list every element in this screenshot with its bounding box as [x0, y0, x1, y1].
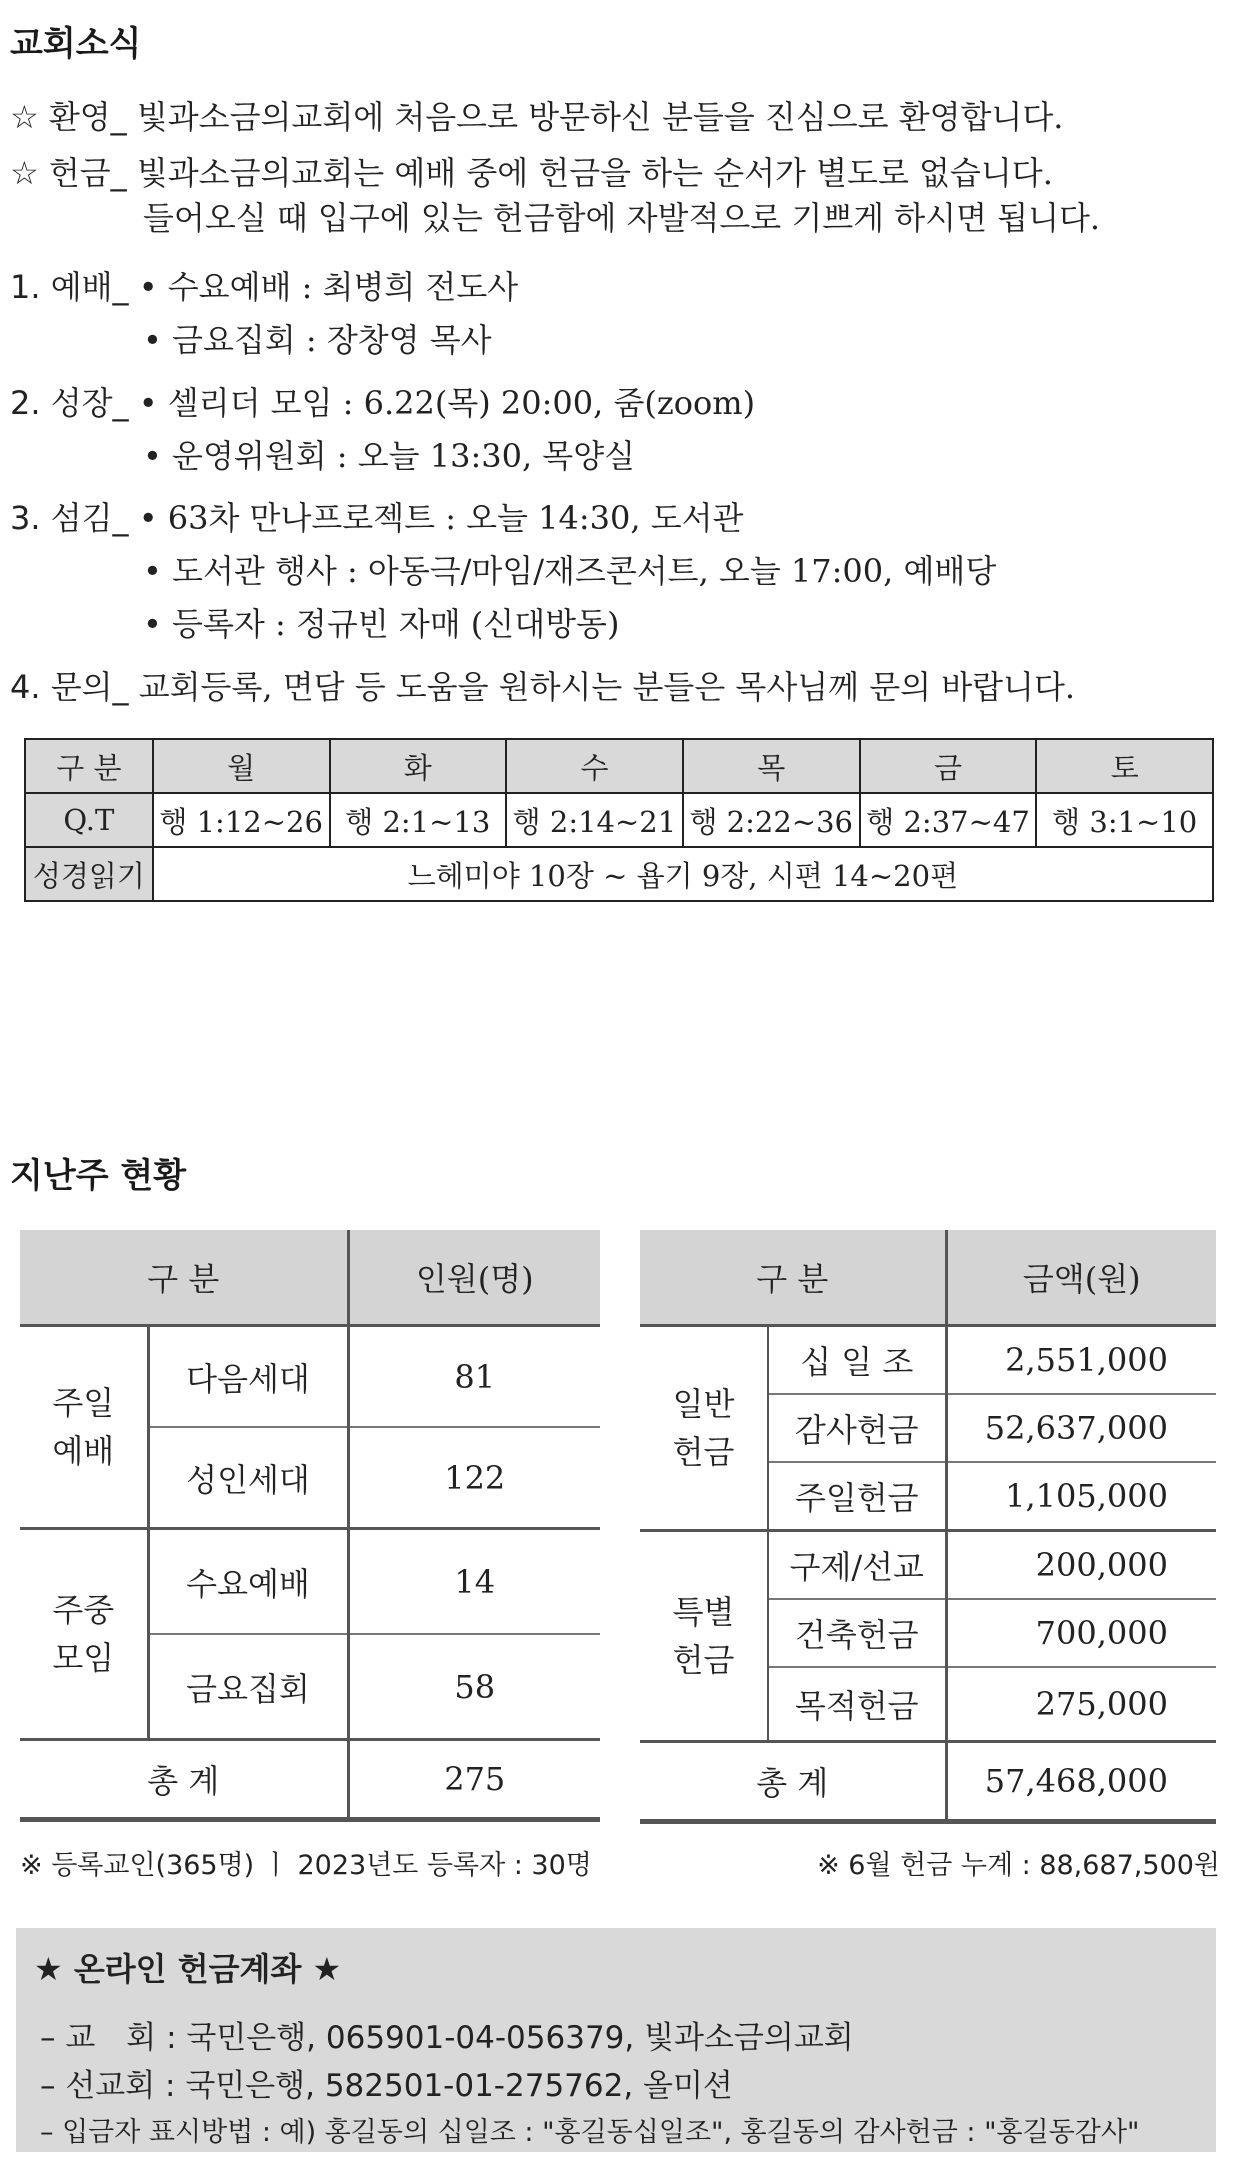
qt-header-cell: 목 [683, 739, 860, 793]
group-cell [640, 1531, 768, 1742]
offering-header-row [640, 1230, 1216, 1326]
welcome-text: 빛과소금의교회에 처음으로 방문하신 분들을 진심으로 환영합니다. [136, 98, 1064, 136]
row-label: 금요집회 [148, 1634, 348, 1740]
row-label: 성인세대 [148, 1427, 348, 1529]
news-item-1 [10, 262, 518, 308]
stats-title: 지난주 현황 [10, 1156, 187, 1196]
table-row [640, 1326, 1216, 1395]
news-item-text: • 셀리더 모임 : 6.22(목) 20:00, 줌(zoom) [138, 384, 756, 422]
news-item-text: • 63차 만나프로젝트 : 오늘 14:30, 도서관 [138, 499, 744, 537]
qt-table [24, 738, 1214, 902]
qt-header-row [25, 739, 1213, 793]
deposit-instruction: – 입금자 표시방법 : 예) 홍길동의 십일조 : "홍길동십일조", 홍길동의 감사헌금 : "홍길동감사" [40, 2117, 1140, 2148]
news-item-label: 2. 성장_ [10, 384, 129, 422]
row-label: 십 일 조 [768, 1326, 946, 1395]
row-value: 122 [348, 1427, 600, 1529]
attendance-note: ※ 등록교인(365명) ㅣ 2023년도 등록자 : 30명 [20, 1850, 592, 1881]
qt-header-cell: 화 [330, 739, 506, 793]
group-name: 예배 [52, 1432, 115, 1470]
qt-header-cell: 구 분 [25, 739, 153, 793]
news-item-1-sub: • 금요집회 : 장창영 목사 [143, 321, 492, 359]
attendance-table [20, 1230, 600, 1822]
group-name: 헌금 [672, 1641, 735, 1679]
group-cell [20, 1529, 148, 1740]
row-value: 14 [348, 1529, 600, 1635]
row-value: 1,105,000 [946, 1462, 1216, 1531]
reading-row [25, 847, 1213, 901]
news-item-text: 교회등록, 면담 등 도움을 원하시는 분들은 목사님께 문의 바랍니다. [138, 668, 1076, 706]
news-item-label: 1. 예배_ [10, 268, 129, 306]
news-item-3-sub-2: • 등록자 : 정규빈 자매 (신대방동) [143, 605, 620, 643]
attendance-header-row [20, 1230, 600, 1326]
news-item-3 [10, 493, 743, 539]
row-label: 건축헌금 [768, 1599, 946, 1667]
total-row [640, 1742, 1216, 1822]
qt-header-cell: 월 [153, 739, 330, 793]
row-value: 700,000 [946, 1599, 1216, 1667]
account-church: – 교 회 : 국민은행, 065901-04-056379, 빛과소금의교회 [40, 2020, 854, 2056]
offering-header-amount: 금액(원) [946, 1230, 1216, 1326]
qt-cell: 행 2:22~36 [683, 793, 860, 847]
account-mission: – 선교회 : 국민은행, 582501-01-275762, 올미션 [40, 2068, 733, 2104]
table-row [20, 1529, 600, 1635]
group-name: 특별 [672, 1593, 735, 1631]
qt-row-label: Q.T [25, 793, 153, 847]
offering-header-category: 구 분 [640, 1230, 946, 1326]
offering-line-2: 들어오실 때 입구에 있는 헌금함에 자발적으로 기쁘게 하시면 됩니다. [143, 199, 1101, 237]
table-row [640, 1531, 1216, 1600]
group-cell [20, 1326, 148, 1529]
news-item-label: 3. 섬김_ [10, 499, 129, 537]
row-value: 81 [454, 1357, 496, 1396]
qt-header-cell: 수 [506, 739, 683, 793]
qt-cell: 행 2:14~21 [506, 793, 683, 847]
welcome-line [10, 92, 1063, 138]
news-item-4 [10, 662, 1075, 708]
group-name: 주일 [52, 1384, 115, 1422]
row-value: 58 [348, 1634, 600, 1740]
row-value: 275,000 [946, 1667, 1216, 1742]
news-title: 교회소식 [10, 24, 142, 64]
row-label: 목적헌금 [768, 1667, 946, 1742]
group-name: 헌금 [672, 1433, 735, 1471]
group-name: 모임 [52, 1639, 115, 1677]
qt-header-cell: 금 [860, 739, 1037, 793]
online-offering-box [16, 1928, 1216, 2152]
news-item-text: • 수요예배 : 최병희 전도사 [138, 268, 519, 306]
offering-line [10, 148, 1053, 194]
attendance-header-category: 구 분 [20, 1230, 348, 1326]
news-item-label: 4. 문의_ [10, 668, 129, 706]
qt-cell: 행 3:1~10 [1036, 793, 1213, 847]
row-label: 주일헌금 [768, 1462, 946, 1531]
qt-cell: 행 2:37~47 [860, 793, 1037, 847]
online-title: ★ 온라인 헌금계좌 ★ [34, 1950, 342, 1988]
row-value: 200,000 [946, 1531, 1216, 1600]
qt-cell: 행 1:12~26 [153, 793, 330, 847]
row-label: 다음세대 [148, 1326, 348, 1428]
qt-row [25, 793, 1213, 847]
news-item-2-sub: • 운영위원회 : 오늘 13:30, 목양실 [143, 437, 636, 475]
total-row [20, 1740, 600, 1820]
news-item-2 [10, 378, 755, 424]
news-item-3-sub-1: • 도서관 행사 : 아동극/마임/재즈콘서트, 오늘 17:00, 예배당 [143, 552, 997, 590]
qt-cell: 행 2:1~13 [330, 793, 506, 847]
group-name: 주중 [52, 1591, 115, 1629]
row-label: 수요예배 [148, 1529, 348, 1635]
reading-row-label: 성경읽기 [25, 847, 153, 901]
qt-header-cell: 토 [1036, 739, 1213, 793]
total-value: 57,468,000 [946, 1742, 1216, 1822]
total-value: 275 [348, 1740, 600, 1820]
group-cell [640, 1326, 768, 1531]
row-value: 2,551,000 [1005, 1341, 1168, 1379]
row-label: 감사헌금 [768, 1394, 946, 1462]
total-label: 총 계 [640, 1742, 946, 1822]
offering-text-1: 빛과소금의교회는 예배 중에 헌금을 하는 순서가 별도로 없습니다. [136, 154, 1053, 192]
offering-label: ☆ 헌금_ [10, 154, 127, 192]
offering-note: ※ 6월 헌금 누계 : 88,687,500원 [817, 1850, 1220, 1881]
row-label: 구제/선교 [768, 1531, 946, 1600]
welcome-label: ☆ 환영_ [10, 98, 127, 136]
attendance-header-count: 인원(명) [348, 1230, 600, 1326]
row-value: 52,637,000 [946, 1394, 1216, 1462]
table-row [20, 1326, 600, 1428]
offering-table [640, 1230, 1216, 1824]
reading-cell: 느헤미야 10장 ~ 욥기 9장, 시편 14~20편 [153, 847, 1213, 901]
group-name: 일반 [672, 1385, 735, 1423]
total-label: 총 계 [20, 1740, 348, 1820]
